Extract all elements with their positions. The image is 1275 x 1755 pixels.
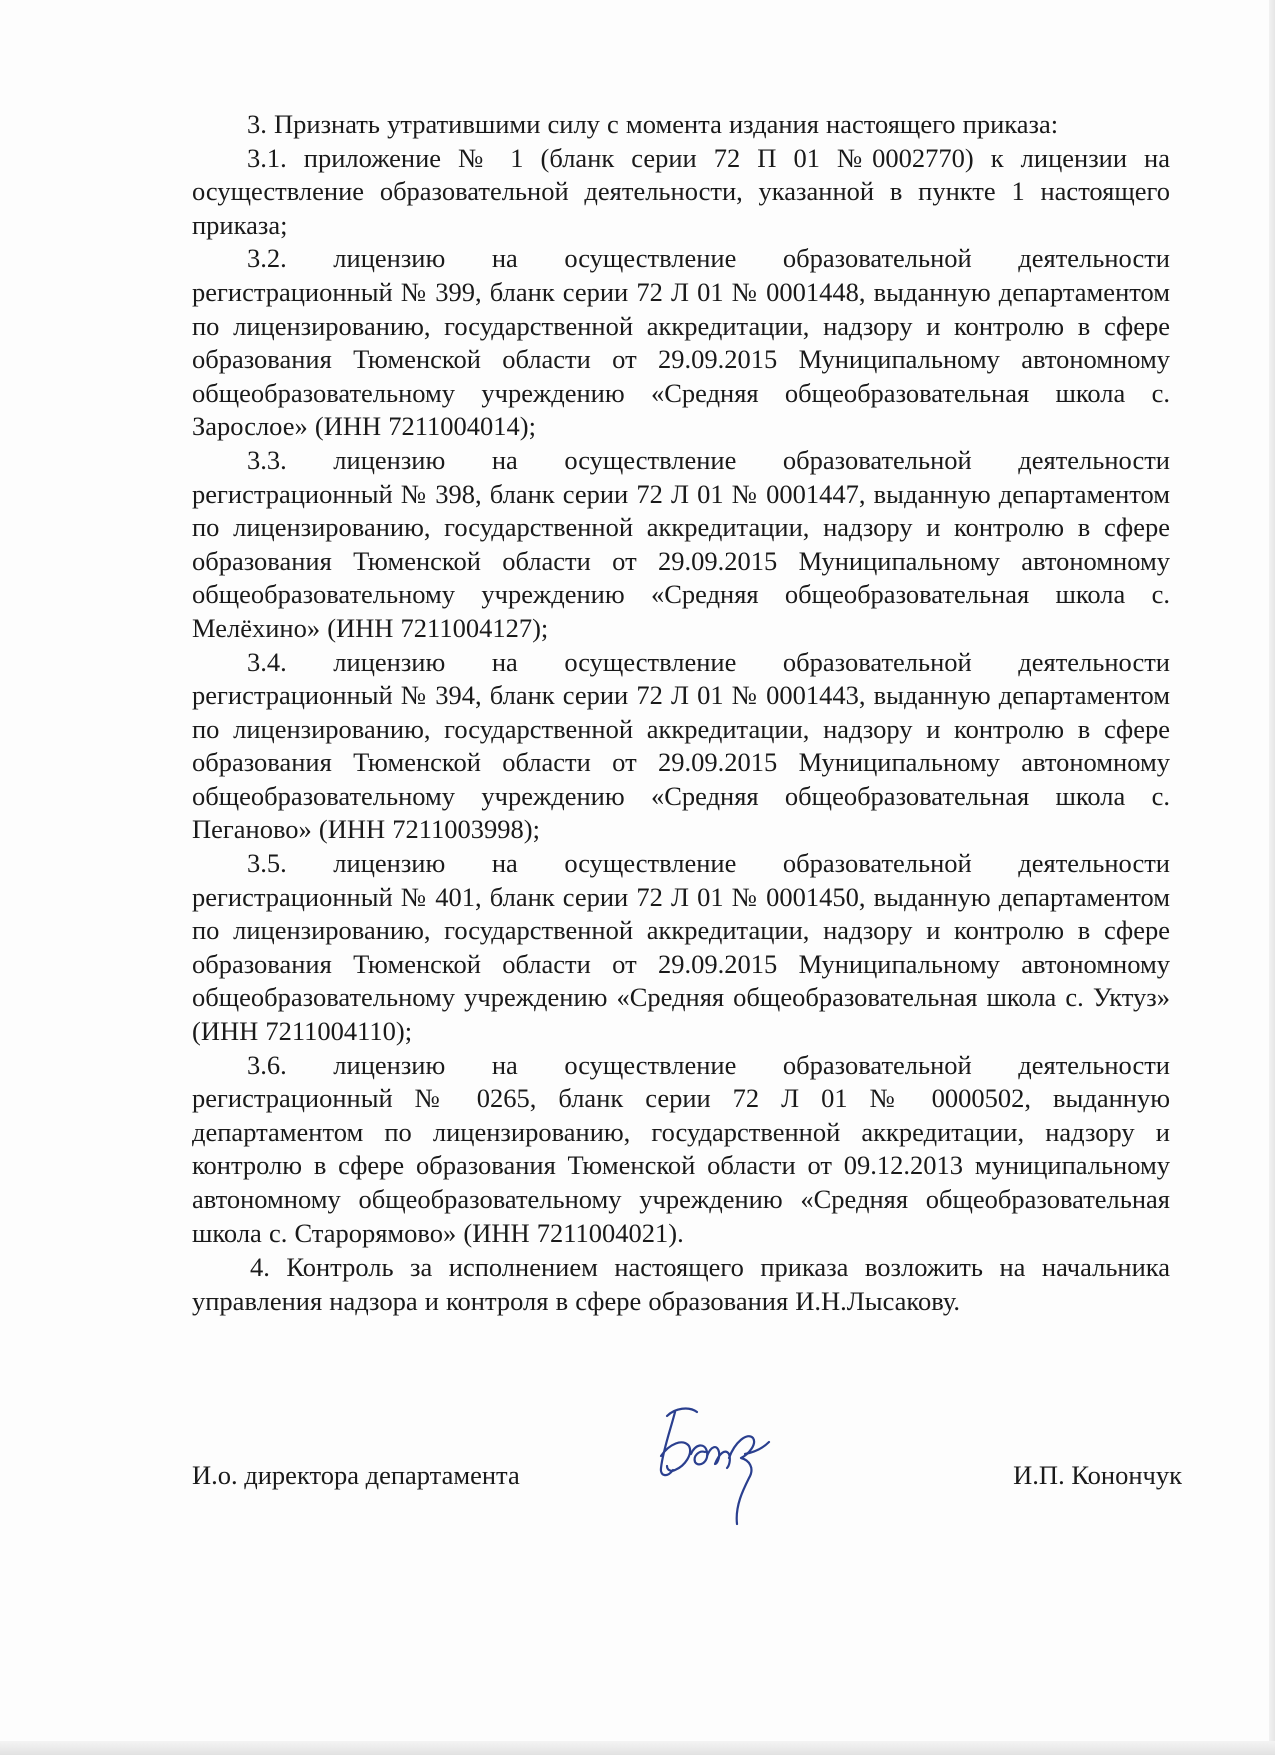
signatory-name: И.П. Конончук [1013, 1460, 1182, 1490]
clause-3-4: 3.4. лицензию на осуществление образовательной деятельности регистрационный № 394, бланк серии 72 Л 01 № 0001443, выданную департаментом по лицензированию, государственной аккредитации, надзору и контролю в сфере образования Тюменской области от 29.09.2015 Муниципальному автономному общеобразовательному учреждению «Средняя общеобразовательная школа с. Пеганово» (ИНН 7211003998); [192, 646, 1170, 845]
signatory-role: И.о. директора департамента [192, 1460, 520, 1490]
document-body [192, 108, 1170, 1318]
scan-edge-bottom [0, 1741, 1275, 1755]
clause-3: 3. Признать утратившими силу с момента издания настоящего приказа: [247, 109, 1059, 139]
clause-3-6: 3.6. лицензию на осуществление образовательной деятельности регистрационный № 0265, бланк серии 72 Л 01 № 0000502, выданную департаментом по лицензированию, государственной аккредитации, надзору и контролю в сфере образования Тюменской области от 09.12.2013 муниципальному автономному общеобразовательному учреждению «Средняя общеобразовательная школа с. Старорямово» (ИНН 7211004021). [192, 1049, 1170, 1248]
clause-3-5: 3.5. лицензию на осуществление образовательной деятельности регистрационный № 401, бланк серии 72 Л 01 № 0001450, выданную департаментом по лицензированию, государственной аккредитации, надзору и контролю в сфере образования Тюменской области от 29.09.2015 Муниципальному автономному общеобразовательному учреждению «Средняя общеобразовательная школа с. Уктуз» (ИНН 7211004110); [192, 848, 1170, 1047]
clause-4: 4. Контроль за исполнением настоящего приказа возложить на начальника управления надзора и контроля в сфере образования И.Н.Лысакову. [192, 1252, 1170, 1316]
scan-edge [1269, 0, 1275, 1755]
clause-3-2: 3.2. лицензию на осуществление образовательной деятельности регистрационный № 399, бланк серии 72 Л 01 № 0001448, выданную департаментом по лицензированию, государственной аккредитации, надзору и контролю в сфере образования Тюменской области от 29.09.2015 Муниципальному автономному общеобразовательному учреждению «Средняя общеобразовательная школа с. Зарослое» (ИНН 7211004014); [192, 243, 1170, 442]
handwritten-signature [645, 1398, 785, 1548]
clause-3-3: 3.3. лицензию на осуществление образовательной деятельности регистрационный № 398, бланк серии 72 Л 01 № 0001447, выданную департаментом по лицензированию, государственной аккредитации, надзору и контролю в сфере образования Тюменской области от 29.09.2015 Муниципальному автономному общеобразовательному учреждению «Средняя общеобразовательная школа с. Мелёхино» (ИНН 7211004127); [192, 444, 1170, 643]
clause-3-1: 3.1. приложение № 1 (бланк серии 72 П 01 №0002770) к лицензии на осуществление образовательной деятельности, указанной в пункте 1 настоящего приказа; [192, 142, 1170, 240]
